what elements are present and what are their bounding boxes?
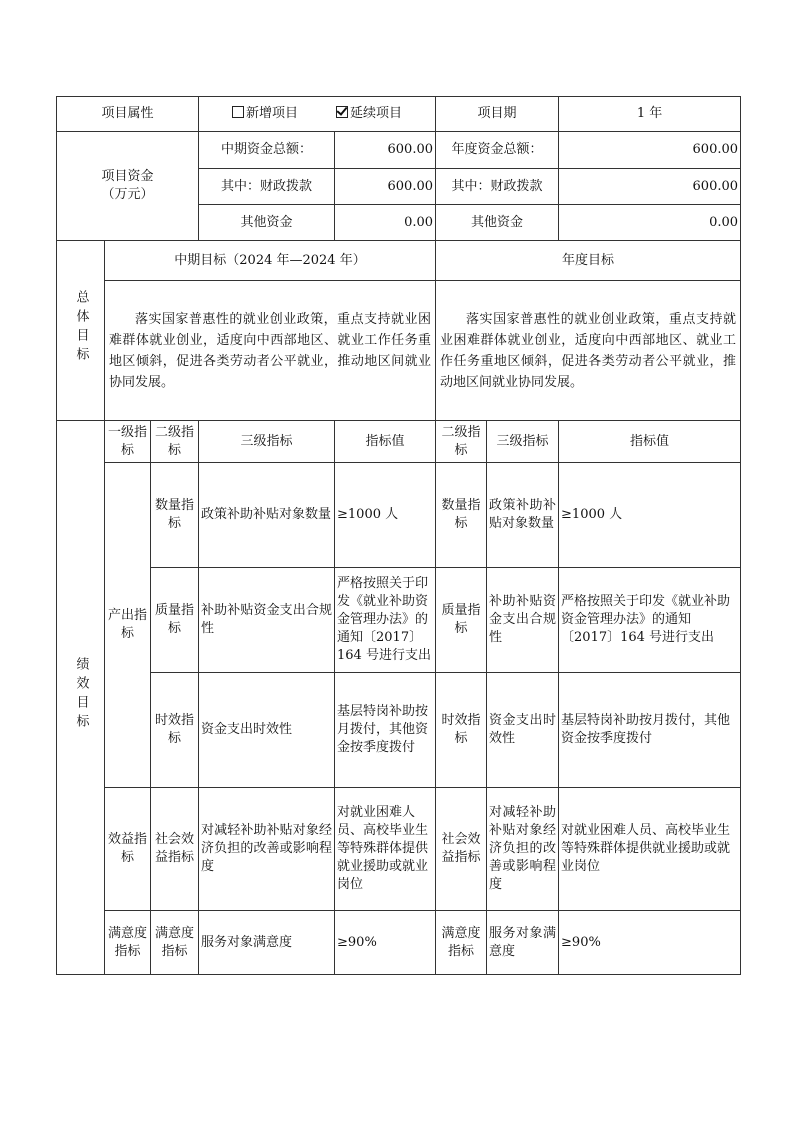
row-value: 基层特岗补助按月拨付，其他资金按季度拨付 xyxy=(335,673,436,788)
funds-label-line2: （万元） xyxy=(101,187,154,202)
mid-total-value: 600.00 xyxy=(335,132,436,169)
row-l3: 补助补贴资金支出合规性 xyxy=(199,568,335,673)
performance-goal-label xyxy=(57,421,105,975)
mid-other-value: 0.00 xyxy=(335,205,436,241)
year-other-value: 0.00 xyxy=(559,205,741,241)
overall-goal-label xyxy=(57,241,105,421)
mid-goal-text: 落实国家普惠性的就业创业政策，重点支持就业困难群体就业创业，适度向中西部地区、就业工作任务重地区倾斜，促进各类劳动者公平就业，推动地区间就业协同发展。 xyxy=(109,311,432,390)
year-goal-text: 落实国家普惠性的就业创业政策，重点支持就业困难群体就业创业，适度向中西部地区、就业工作任务重地区倾斜，促进各类劳动者公平就业，推动地区间就业协同发展。 xyxy=(440,311,737,390)
mid-goal-header: 中期目标（2024 年—2024 年） xyxy=(105,241,436,281)
continued-project-checkbox[interactable] xyxy=(336,106,348,118)
project-period-value: 1 年 xyxy=(559,97,741,132)
row-l2: 数量指标 xyxy=(151,463,199,568)
project-attr-label: 项目属性 xyxy=(57,97,199,132)
row-l2: 时效指标 xyxy=(151,673,199,788)
mid-fiscal-value: 600.00 xyxy=(335,169,436,205)
row-value-year: ≥90% xyxy=(559,911,741,975)
row-value: 严格按照关于印发《就业补助资金管理办法》的通知〔2017〕164 号进行支出 xyxy=(335,568,436,673)
row-value-year: 对就业困难人员、高校毕业生等特殊群体提供就业援助或就业岗位 xyxy=(559,788,741,911)
row-l3: 对减轻补助补贴对象经济负担的改善或影响程度 xyxy=(199,788,335,911)
project-period-label: 项目期 xyxy=(436,97,559,132)
row-l2: 质量指标 xyxy=(151,568,199,673)
benefit-indicator-label: 效益指标 xyxy=(105,788,151,911)
row-l2: 满意度指标 xyxy=(151,911,199,975)
row-l3-year: 政策补助补贴对象数量 xyxy=(487,463,559,568)
continued-project-label: 延续项目 xyxy=(350,106,403,121)
row-value-year: ≥1000 人 xyxy=(559,463,741,568)
row-l3-year: 服务对象满意度 xyxy=(487,911,559,975)
row-value-year: 基层特岗补助按月拨付，其他资金按季度拨付 xyxy=(559,673,741,788)
table-row xyxy=(57,568,741,673)
level2-header-year: 二级指标 xyxy=(436,421,487,463)
satisfaction-indicator-label: 满意度指标 xyxy=(105,911,151,975)
row-l2: 社会效益指标 xyxy=(151,788,199,911)
mid-other-label: 其他资金 xyxy=(199,205,335,241)
level3-header-year: 三级指标 xyxy=(487,421,559,463)
performance-goal-text: 绩效目标 xyxy=(73,656,89,733)
year-total-value: 600.00 xyxy=(559,132,741,169)
row-value: ≥90% xyxy=(335,911,436,975)
row-l2-year: 数量指标 xyxy=(436,463,487,568)
row-l2-year: 社会效益指标 xyxy=(436,788,487,911)
table-row xyxy=(57,911,741,975)
year-goal-header: 年度目标 xyxy=(436,241,741,281)
table-row xyxy=(57,788,741,911)
year-fiscal-label: 其中：财政拨款 xyxy=(436,169,559,205)
row-value: ≥1000 人 xyxy=(335,463,436,568)
level2-header: 二级指标 xyxy=(151,421,199,463)
row-l3-year: 补助补贴资金支出合规性 xyxy=(487,568,559,673)
row-l2-year: 质量指标 xyxy=(436,568,487,673)
year-fiscal-value: 600.00 xyxy=(559,169,741,205)
row-l3-year: 对减轻补助补贴对象经济负担的改善或影响程度 xyxy=(487,788,559,911)
year-total-label: 年度资金总额： xyxy=(436,132,559,169)
mid-fiscal-label: 其中：财政拨款 xyxy=(199,169,335,205)
mid-total-label: 中期资金总额： xyxy=(199,132,335,169)
project-type-options xyxy=(199,97,436,132)
value-header: 指标值 xyxy=(335,421,436,463)
year-other-label: 其他资金 xyxy=(436,205,559,241)
funds-label xyxy=(57,132,199,241)
table-row xyxy=(57,673,741,788)
new-project-label: 新增项目 xyxy=(246,106,299,121)
value-header-year: 指标值 xyxy=(559,421,741,463)
row-l3: 资金支出时效性 xyxy=(199,673,335,788)
level3-header: 三级指标 xyxy=(199,421,335,463)
row-l3: 政策补助补贴对象数量 xyxy=(199,463,335,568)
year-goal-cell xyxy=(436,281,741,421)
row-value: 对就业困难人员、高校毕业生等特殊群体提供就业援助或就业岗位 xyxy=(335,788,436,911)
level1-header: 一级指标 xyxy=(105,421,151,463)
new-project-checkbox[interactable] xyxy=(232,106,244,118)
table-row xyxy=(57,463,741,568)
row-l3-year: 资金支出时效性 xyxy=(487,673,559,788)
row-l2-year: 时效指标 xyxy=(436,673,487,788)
output-indicator-label: 产出指标 xyxy=(105,463,151,788)
project-performance-table xyxy=(56,96,741,975)
row-value-year: 严格按照关于印发《就业补助资金管理办法》的通知〔2017〕164 号进行支出 xyxy=(559,568,741,673)
mid-goal-cell xyxy=(105,281,436,421)
row-l3: 服务对象满意度 xyxy=(199,911,335,975)
overall-goal-text: 总体目标 xyxy=(73,289,89,366)
funds-label-line1: 项目资金 xyxy=(101,169,154,184)
row-l2-year: 满意度指标 xyxy=(436,911,487,975)
